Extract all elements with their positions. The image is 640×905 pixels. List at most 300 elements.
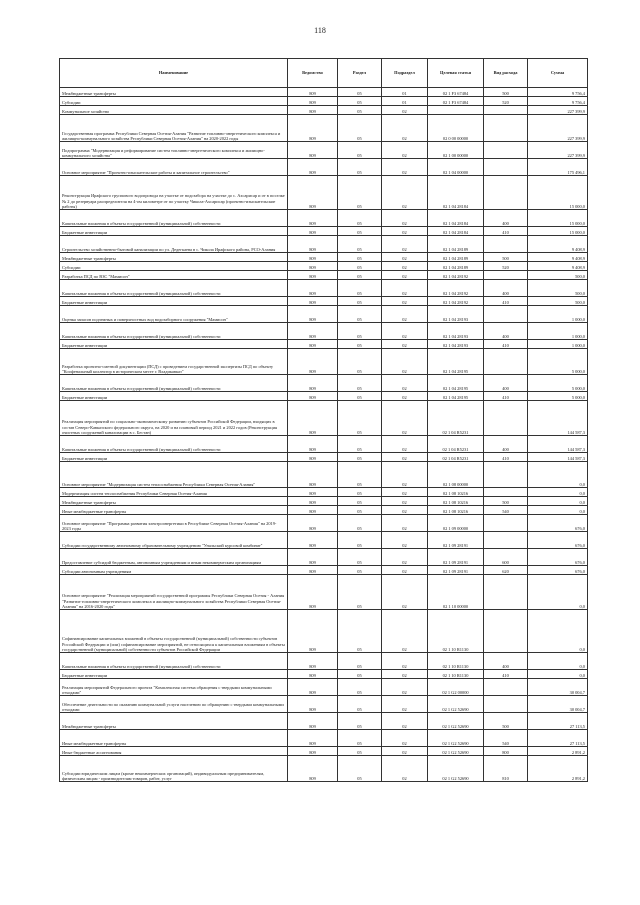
row-section: 05	[338, 575, 382, 610]
row-section: 05	[338, 436, 382, 453]
row-section: 05	[338, 271, 382, 280]
row-target-item	[428, 106, 484, 115]
row-section: 05	[338, 462, 382, 488]
row-section: 05	[338, 713, 382, 730]
row-expense-type: 520	[484, 97, 528, 106]
row-section: 05	[338, 349, 382, 375]
row-section: 05	[338, 253, 382, 262]
row-target-item: 02 1 09 28191	[428, 532, 484, 549]
row-subsection: 02	[382, 653, 428, 670]
row-name: Бюджетные инвестиции	[60, 453, 288, 462]
row-amount: 227 399,9	[528, 142, 588, 159]
table-row	[60, 515, 588, 532]
row-expense-type	[484, 306, 528, 323]
table-row	[60, 176, 588, 210]
row-amount: 5 000,0	[528, 349, 588, 375]
row-target-item: 02 1 04 28192	[428, 271, 484, 280]
row-department: 809	[288, 401, 338, 436]
row-department: 809	[288, 115, 338, 142]
table-row	[60, 375, 588, 392]
row-section: 05	[338, 679, 382, 696]
row-name: Основное мероприятие "Программа развития электроэнергетики в Республике Северная Осетия-Алания" на 2019-2023 годы	[60, 515, 288, 532]
row-department: 809	[288, 97, 338, 106]
row-department: 809	[288, 142, 338, 159]
header-department: Ведомство	[288, 59, 338, 88]
row-amount: 676,0	[528, 532, 588, 549]
row-target-item: 02 1 10 R1130	[428, 653, 484, 670]
row-department: 809	[288, 159, 338, 176]
row-section: 05	[338, 453, 382, 462]
row-subsection: 02	[382, 115, 428, 142]
row-target-item: 02 1 08 10216	[428, 488, 484, 497]
row-target-item: 02 1 04 28184	[428, 210, 484, 227]
row-subsection: 02	[382, 306, 428, 323]
header-section: Раздел	[338, 59, 382, 88]
row-target-item: 02 1 09 00000	[428, 515, 484, 532]
row-subsection: 02	[382, 696, 428, 713]
table-row	[60, 730, 588, 747]
row-expense-type: 400	[484, 323, 528, 340]
row-name: Капитальные вложения в объекты государственной (муниципальной) собственности	[60, 436, 288, 453]
row-department: 809	[288, 349, 338, 375]
row-department: 809	[288, 679, 338, 696]
row-subsection: 02	[382, 453, 428, 462]
row-section: 05	[338, 262, 382, 271]
row-section: 05	[338, 142, 382, 159]
row-section: 05	[338, 392, 382, 401]
row-section: 05	[338, 488, 382, 497]
row-section: 05	[338, 88, 382, 97]
row-subsection: 02	[382, 227, 428, 236]
row-target-item: 02 1 G2 52690	[428, 747, 484, 756]
row-subsection: 02	[382, 756, 428, 782]
row-name: Бюджетные инвестиции	[60, 297, 288, 306]
row-amount: 500,0	[528, 280, 588, 297]
row-section: 05	[338, 340, 382, 349]
row-target-item: 02 1 04 28189	[428, 236, 484, 253]
row-amount: 0,0	[528, 462, 588, 488]
row-department: 809	[288, 566, 338, 575]
row-expense-type: 540	[484, 506, 528, 515]
row-target-item: 02 1 G2 52690	[428, 730, 484, 747]
row-amount: 2 891,2	[528, 747, 588, 756]
row-target-item: 02 1 08 10216	[428, 506, 484, 515]
row-section: 05	[338, 756, 382, 782]
row-expense-type	[484, 236, 528, 253]
row-expense-type	[484, 176, 528, 210]
row-name: Субсидии государственному автономному образовательному учреждению "Унальский курсовой комбинат"	[60, 532, 288, 549]
row-amount: 5 000,0	[528, 392, 588, 401]
row-name: Межбюджетные трансферты	[60, 497, 288, 506]
row-expense-type	[484, 575, 528, 610]
row-name: Бюджетные инвестиции	[60, 670, 288, 679]
row-section: 05	[338, 323, 382, 340]
row-department: 809	[288, 653, 338, 670]
row-name: Субсидии	[60, 262, 288, 271]
row-name: Модернизация систем теплоснабжения Республики Северная Осетия-Алания	[60, 488, 288, 497]
row-name: Обеспечение деятельности по оказанию коммунальной услуги населению по обращению с твердыми коммунальными отходами	[60, 696, 288, 713]
row-amount: 0,0	[528, 670, 588, 679]
row-name: Коммунальное хозяйство	[60, 106, 288, 115]
table-row	[60, 97, 588, 106]
row-target-item: 02 1 00 00000	[428, 142, 484, 159]
row-target-item: 02 1 04 R5231	[428, 436, 484, 453]
row-department: 809	[288, 210, 338, 227]
row-subsection: 02	[382, 262, 428, 271]
row-expense-type: 410	[484, 670, 528, 679]
table-row	[60, 323, 588, 340]
row-department: 809	[288, 462, 338, 488]
row-section: 05	[338, 497, 382, 506]
row-target-item: 02 1 04 00000	[428, 159, 484, 176]
table-row	[60, 159, 588, 176]
row-name: Основное мероприятие "Модернизация систем теплоснабжения Республики Северная Осетия-Алания"	[60, 462, 288, 488]
row-department: 809	[288, 713, 338, 730]
row-amount: 9 408,9	[528, 253, 588, 262]
budget-table	[59, 58, 588, 782]
table-row	[60, 306, 588, 323]
table-row	[60, 271, 588, 280]
row-target-item: 02 1 G2 00000	[428, 679, 484, 696]
row-target-item: 02 1 04 28195	[428, 349, 484, 375]
table-row	[60, 262, 588, 271]
table-row	[60, 756, 588, 782]
row-expense-type: 500	[484, 713, 528, 730]
row-department: 809	[288, 515, 338, 532]
row-subsection: 02	[382, 497, 428, 506]
row-department: 809	[288, 88, 338, 97]
row-target-item: 02 1 04 28195	[428, 392, 484, 401]
row-target-item: 02 1 08 10216	[428, 497, 484, 506]
row-subsection: 01	[382, 97, 428, 106]
row-department: 809	[288, 730, 338, 747]
table-row	[60, 106, 588, 115]
row-department: 809	[288, 747, 338, 756]
table-row	[60, 566, 588, 575]
row-amount: 0,0	[528, 653, 588, 670]
table-row	[60, 253, 588, 262]
row-department: 809	[288, 488, 338, 497]
row-department: 809	[288, 506, 338, 515]
row-target-item: 02 1 G2 52690	[428, 756, 484, 782]
row-subsection: 02	[382, 532, 428, 549]
table-row	[60, 436, 588, 453]
row-name: Субсидии	[60, 97, 288, 106]
row-section: 05	[338, 747, 382, 756]
row-amount: 0,0	[528, 610, 588, 653]
row-subsection: 02	[382, 549, 428, 566]
row-expense-type: 400	[484, 653, 528, 670]
row-expense-type: 520	[484, 262, 528, 271]
row-amount: 500,0	[528, 271, 588, 280]
row-subsection: 02	[382, 271, 428, 280]
row-name: Разработка ПСД по ВЗС "Мамисон"	[60, 271, 288, 280]
row-section: 05	[338, 159, 382, 176]
row-name: Иные бюджетные ассигнования	[60, 747, 288, 756]
row-name: Разработка проектно-сметной документации (ПСД) с проведением государственной экспертизы ПСД по объекту "Коофенальный коллектор в историческом месте г. Владикавказ"	[60, 349, 288, 375]
row-name: Подпрограмма "Модернизация и реформирование систем топливно-энергетического комплекса и жилищно-коммунального хозяйства"	[60, 142, 288, 159]
row-department: 809	[288, 306, 338, 323]
header-subsection: Подраздел	[382, 59, 428, 88]
row-section: 05	[338, 515, 382, 532]
row-expense-type	[484, 271, 528, 280]
row-expense-type: 540	[484, 730, 528, 747]
row-section: 05	[338, 506, 382, 515]
table-row	[60, 462, 588, 488]
row-subsection: 02	[382, 142, 428, 159]
row-amount: 1 000,0	[528, 340, 588, 349]
row-subsection: 02	[382, 280, 428, 297]
row-amount: 0,0	[528, 506, 588, 515]
row-section: 05	[338, 176, 382, 210]
table-row	[60, 401, 588, 436]
row-name: Строительство хозяйственно-бытовой канализации по ул. Дедегкаева в с. Чикола Ирафского района, РСО-Алания	[60, 236, 288, 253]
row-expense-type: 500	[484, 88, 528, 97]
row-expense-type: 500	[484, 497, 528, 506]
row-target-item: 02 1 10 00000	[428, 575, 484, 610]
row-section: 05	[338, 401, 382, 436]
row-amount: 5 000,0	[528, 375, 588, 392]
row-section: 05	[338, 696, 382, 713]
row-target-item: 02 1 09 28191	[428, 566, 484, 575]
row-subsection: 02	[382, 392, 428, 401]
row-amount: 0,0	[528, 488, 588, 497]
row-amount: 2 891,2	[528, 756, 588, 782]
row-expense-type: 600	[484, 549, 528, 566]
row-subsection: 02	[382, 349, 428, 375]
row-expense-type: 500	[484, 253, 528, 262]
row-amount: 144 587,3	[528, 436, 588, 453]
row-target-item: 02 0 00 00000	[428, 115, 484, 142]
row-amount: 144 587,3	[528, 453, 588, 462]
table-row	[60, 392, 588, 401]
row-subsection: 02	[382, 566, 428, 575]
row-name: Оценка запасов подземных и поверхностных вод водозаборного сооружения "Мамисон"	[60, 306, 288, 323]
row-subsection: 01	[382, 88, 428, 97]
table-row	[60, 210, 588, 227]
table-row	[60, 142, 588, 159]
table-row	[60, 747, 588, 756]
row-name: Предоставление субсидий бюджетным, автономным учреждениям и иным некоммерческим организациям	[60, 549, 288, 566]
row-expense-type	[484, 515, 528, 532]
row-department: 809	[288, 696, 338, 713]
row-amount: 0,0	[528, 497, 588, 506]
table-row	[60, 115, 588, 142]
row-section: 05	[338, 236, 382, 253]
row-target-item: 02 1 04 28184	[428, 227, 484, 236]
row-expense-type	[484, 349, 528, 375]
row-name: Межбюджетные трансферты	[60, 713, 288, 730]
row-target-item: 02 1 04 28189	[428, 262, 484, 271]
row-department: 809	[288, 297, 338, 306]
row-department: 809	[288, 262, 338, 271]
row-expense-type: 400	[484, 375, 528, 392]
row-department: 809	[288, 549, 338, 566]
table-row	[60, 280, 588, 297]
row-subsection: 02	[382, 106, 428, 115]
table-row	[60, 506, 588, 515]
table-row	[60, 679, 588, 696]
row-expense-type: 810	[484, 756, 528, 782]
row-section: 05	[338, 566, 382, 575]
row-name: Реализация мероприятий Федерального проекта "Комплексная система обращения с твердыми коммунальными отходами"	[60, 679, 288, 696]
row-expense-type	[484, 696, 528, 713]
row-expense-type	[484, 115, 528, 142]
row-section: 05	[338, 730, 382, 747]
row-department: 809	[288, 436, 338, 453]
table-row	[60, 575, 588, 610]
row-subsection: 02	[382, 323, 428, 340]
row-department: 809	[288, 497, 338, 506]
row-amount: 676,0	[528, 549, 588, 566]
row-section: 05	[338, 532, 382, 549]
row-subsection: 02	[382, 730, 428, 747]
row-department: 809	[288, 176, 338, 210]
row-target-item: 02 1 10 R1130	[428, 610, 484, 653]
row-name: Межбюджетные трансферты	[60, 253, 288, 262]
row-amount: 30 004,7	[528, 696, 588, 713]
row-target-item: 02 1 04 28193	[428, 323, 484, 340]
row-section: 05	[338, 610, 382, 653]
row-amount: 9 408,9	[528, 236, 588, 253]
header-name: Наименование	[60, 59, 288, 88]
row-amount: 9 756,4	[528, 97, 588, 106]
row-department: 809	[288, 610, 338, 653]
table-row	[60, 340, 588, 349]
row-section: 05	[338, 375, 382, 392]
row-expense-type: 620	[484, 566, 528, 575]
row-name: Капитальные вложения в объекты государственной (муниципальной) собственности	[60, 375, 288, 392]
row-target-item: 02 1 04 28189	[428, 253, 484, 262]
row-subsection: 02	[382, 747, 428, 756]
row-expense-type	[484, 532, 528, 549]
row-expense-type: 400	[484, 210, 528, 227]
row-subsection: 02	[382, 253, 428, 262]
row-subsection: 02	[382, 713, 428, 730]
row-amount: 15 000,0	[528, 210, 588, 227]
table-row	[60, 696, 588, 713]
row-department: 809	[288, 756, 338, 782]
row-section: 05	[338, 297, 382, 306]
row-amount: 227 399,9	[528, 115, 588, 142]
table-row	[60, 532, 588, 549]
row-name: Субсидии юридическим лицам (кроме некоммерческих организаций), индивидуальным предпринимателям, физическим лицам - производителям товаров, работ, услуг	[60, 756, 288, 782]
row-target-item: 02 1 04 28184	[428, 176, 484, 210]
table-header-row	[60, 59, 588, 88]
row-subsection: 02	[382, 176, 428, 210]
page-number: 118	[314, 26, 326, 35]
row-name: Капитальные вложения в объекты государственной (муниципальной) собственности	[60, 653, 288, 670]
header-amount: Сумма	[528, 59, 588, 88]
row-target-item: 02 1 G2 52690	[428, 696, 484, 713]
row-department: 809	[288, 323, 338, 340]
header-target-item: Целевая статья	[428, 59, 484, 88]
row-target-item: 02 1 04 28195	[428, 375, 484, 392]
row-department: 809	[288, 375, 338, 392]
row-department: 809	[288, 670, 338, 679]
row-expense-type: 410	[484, 340, 528, 349]
row-name: Капитальные вложения в объекты государственной (муниципальной) собственности	[60, 210, 288, 227]
header-expense-type: Вид расхода	[484, 59, 528, 88]
row-subsection: 02	[382, 236, 428, 253]
row-amount: 175 496,1	[528, 159, 588, 176]
row-department: 809	[288, 340, 338, 349]
table-row	[60, 349, 588, 375]
row-department: 809	[288, 453, 338, 462]
row-expense-type	[484, 106, 528, 115]
row-subsection: 02	[382, 210, 428, 227]
row-name: Капитальные вложения в объекты государственной (муниципальной) собственности	[60, 323, 288, 340]
row-section: 05	[338, 227, 382, 236]
row-target-item: 02 1 09 28191	[428, 549, 484, 566]
table-row	[60, 497, 588, 506]
row-amount: 9 408,9	[528, 262, 588, 271]
row-subsection: 02	[382, 297, 428, 306]
row-target-item: 02 1 04 28193	[428, 340, 484, 349]
row-name: Государственная программа Республики Северная Осетия-Алания "Развитие топливно-энергетического комплекса и жилищно-коммунального хозяйства Республики Северная Осетия-Алания" на 2020-2022 годы	[60, 115, 288, 142]
row-subsection: 02	[382, 488, 428, 497]
row-name: Бюджетные инвестиции	[60, 340, 288, 349]
row-amount: 0,0	[528, 575, 588, 610]
row-subsection: 02	[382, 679, 428, 696]
row-expense-type	[484, 488, 528, 497]
row-amount: 144 587,3	[528, 401, 588, 436]
row-amount: 30 004,7	[528, 679, 588, 696]
row-expense-type	[484, 462, 528, 488]
row-name: Основное мероприятие "Реализация мероприятий государственной программы Республики Северная Осетия - Алания "Развитие топливно-энергетического комплекса и жилищно-коммунального хозяйства Республики Северная Осетия-Алания" на 2016-2020 годы"	[60, 575, 288, 610]
row-section: 05	[338, 210, 382, 227]
row-amount: 27 113,5	[528, 713, 588, 730]
row-target-item: 02 1 08 00000	[428, 462, 484, 488]
row-section: 05	[338, 106, 382, 115]
row-section: 05	[338, 306, 382, 323]
table-row	[60, 549, 588, 566]
row-section: 05	[338, 97, 382, 106]
row-expense-type	[484, 401, 528, 436]
row-department: 809	[288, 280, 338, 297]
row-department: 809	[288, 253, 338, 262]
row-target-item: 02 1 10 R1130	[428, 670, 484, 679]
table-row	[60, 453, 588, 462]
row-department: 809	[288, 106, 338, 115]
row-name: Бюджетные инвестиции	[60, 392, 288, 401]
row-amount: 500,0	[528, 297, 588, 306]
row-target-item: 02 1 G2 52690	[428, 713, 484, 730]
row-target-item: 02 1 F3 67484	[428, 88, 484, 97]
row-name: Иные межбюджетные трансферты	[60, 730, 288, 747]
row-name: Реконструкция Ирафского группового водопровода на участке от водозабора на участке до с. Ахсарисар и от в поселке № 2 до резервуара распределителя на 4-ом километре от по участку Чикола-Ахсарисар (проектно-изыскательские работы)	[60, 176, 288, 210]
row-subsection: 02	[382, 462, 428, 488]
row-expense-type	[484, 159, 528, 176]
table-row	[60, 227, 588, 236]
row-section: 05	[338, 653, 382, 670]
row-name: Основное мероприятие "Проектно-изыскательские работы и капитальное строительство"	[60, 159, 288, 176]
row-amount: 1 000,0	[528, 323, 588, 340]
row-amount: 1 000,0	[528, 306, 588, 323]
table-row	[60, 88, 588, 97]
row-name: Бюджетные инвестиции	[60, 227, 288, 236]
table-row	[60, 653, 588, 670]
row-expense-type	[484, 142, 528, 159]
row-target-item: 02 1 F3 67484	[428, 97, 484, 106]
table-row	[60, 713, 588, 730]
row-name: Реализация мероприятий по социально-экономическому развитию субъектов Российской Федерации, входящих в состав Северо-Кавказского федерального округа, на 2020 и на плановый период 2021 и 2022 годов (Реконструкция очистных сооружений канализации в с. Бестан)	[60, 401, 288, 436]
row-section: 05	[338, 280, 382, 297]
table-row	[60, 610, 588, 653]
table-row	[60, 488, 588, 497]
row-name: Софинансирование капитальных вложений в объекты государственной (муниципальной) собственности субъектов Российской Федерации и (или) софинансирование мероприятий, не относящихся к капитальным вложениям в объекты государственной (муниципальной) собственности субъектов Российской Федерации	[60, 610, 288, 653]
row-section: 05	[338, 115, 382, 142]
